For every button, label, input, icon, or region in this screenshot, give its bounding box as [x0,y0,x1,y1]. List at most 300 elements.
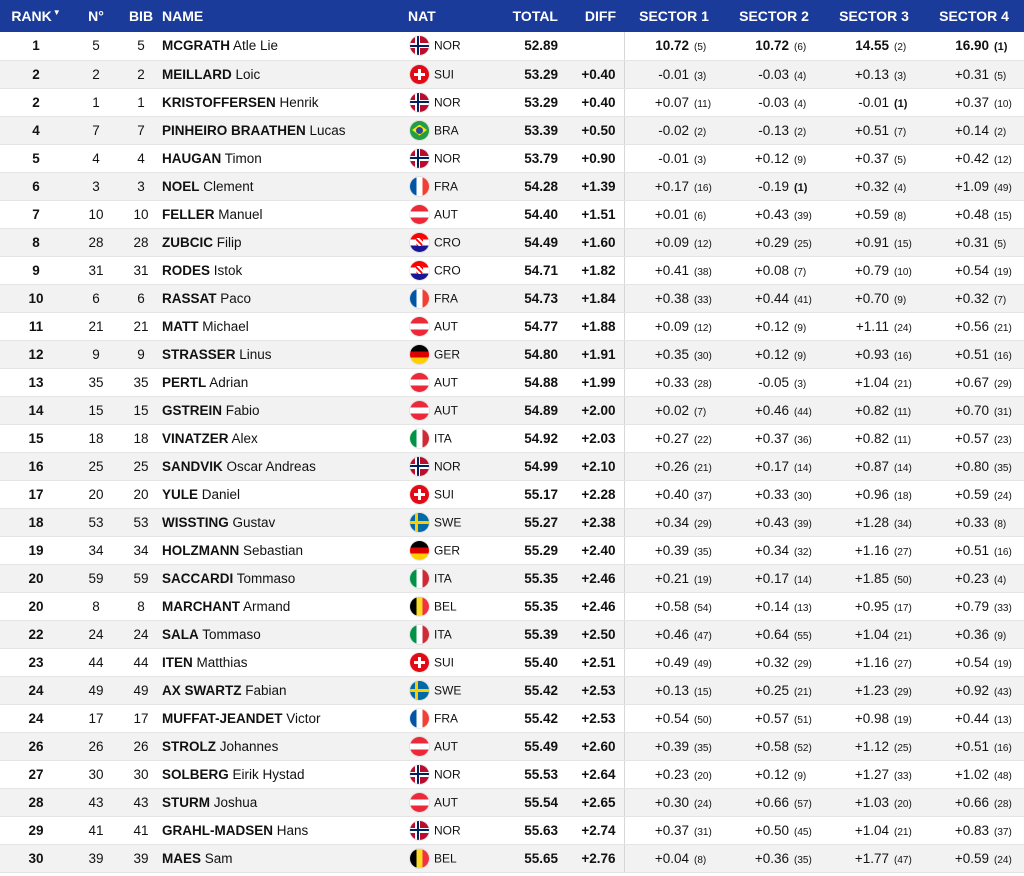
sector4-rank: (7) [994,294,1007,306]
bib-cell: 28 [120,228,162,256]
athlete-name-cell[interactable] [162,480,408,508]
table-row[interactable] [0,312,1024,340]
number-cell: 1 [72,88,120,116]
sector2-cell [724,844,824,872]
number-cell: 39 [72,844,120,872]
sector4-rank: (43) [994,686,1012,698]
table-row[interactable] [0,844,1024,872]
sector2-time: +0.36 [754,850,789,866]
sector1-cell [624,368,724,396]
sector2-rank: (36) [794,434,812,446]
athlete-surname: RODES [162,262,211,278]
table-row[interactable] [0,648,1024,676]
table-row[interactable] [0,788,1024,816]
table-row[interactable] [0,704,1024,732]
diff-cell: +2.28 [558,480,624,508]
sector2-time: +0.44 [754,290,789,306]
nation-code: SWE [434,515,462,529]
athlete-given-name: Fabian [245,682,287,698]
sector3-cell [824,228,924,256]
sector2-time: +0.50 [754,822,789,838]
athlete-surname: AX SWARTZ [162,682,242,698]
athlete-name-cell[interactable] [162,648,408,676]
total-time-cell: 54.89 [498,396,558,424]
sector3-rank: (10) [894,266,912,278]
athlete-name-cell[interactable] [162,340,408,368]
total-time-cell: 54.80 [498,340,558,368]
athlete-name-cell[interactable] [162,452,408,480]
diff-cell: +0.90 [558,144,624,172]
athlete-surname: ZUBCIC [162,234,213,250]
sector2-rank: (7) [794,266,807,278]
athlete-given-name: Manuel [218,206,263,222]
sector4-rank: (2) [994,126,1007,138]
sector2-time: -0.05 [758,374,789,390]
athlete-name-cell[interactable] [162,144,408,172]
sector2-cell [724,368,824,396]
sector2-rank: (44) [794,406,812,418]
number-cell: 15 [72,396,120,424]
sector2-rank: (14) [794,574,812,586]
nation-cell [408,396,498,424]
sector2-rank: (51) [794,714,812,726]
rank-cell: 24 [0,704,72,732]
nation-code: NOR [434,767,461,781]
sector3-time: +0.95 [854,598,889,614]
sector3-cell [824,564,924,592]
athlete-name-cell[interactable] [162,592,408,620]
bib-cell: 43 [120,788,162,816]
country-flag-icon [410,849,429,868]
sector3-time: +1.27 [854,766,889,782]
sector3-cell [824,508,924,536]
rank-cell: 13 [0,368,72,396]
athlete-name-cell[interactable] [162,760,408,788]
table-row[interactable] [0,424,1024,452]
athlete-name-cell[interactable] [162,536,408,564]
sector3-rank: (4) [894,182,907,194]
sector2-rank: (9) [794,322,807,334]
sector4-rank: (5) [994,238,1007,250]
sector1-time: +0.33 [654,374,689,390]
table-row[interactable] [0,88,1024,116]
sector2-rank: (25) [794,238,812,250]
table-row[interactable] [0,536,1024,564]
sector1-time: +0.07 [654,94,689,110]
diff-cell: +1.84 [558,284,624,312]
sector1-time: +0.27 [654,430,689,446]
sector4-time: +0.54 [954,654,989,670]
sector4-time: +0.32 [954,290,989,306]
table-row[interactable] [0,508,1024,536]
sector1-time: +0.23 [654,766,689,782]
table-row[interactable] [0,592,1024,620]
athlete-given-name: Paco [220,290,252,306]
sector2-time: +0.17 [754,458,789,474]
sector3-time: +0.82 [854,430,889,446]
sector3-cell [824,172,924,200]
athlete-name-cell[interactable] [162,564,408,592]
sector1-time: -0.02 [658,122,689,138]
bib-cell: 8 [120,592,162,620]
nation-cell [408,256,498,284]
rank-column-header[interactable] [0,0,72,32]
total-time-cell: 55.53 [498,760,558,788]
athlete-given-name: Henrik [279,94,319,110]
diff-cell: +1.82 [558,256,624,284]
rank-cell: 30 [0,844,72,872]
sector2-time: +0.43 [754,206,789,222]
sector4-time: +0.33 [954,514,989,530]
rank-cell: 24 [0,676,72,704]
sector2-time: +0.12 [754,766,789,782]
sector4-rank: (33) [994,602,1012,614]
nation-cell [408,172,498,200]
athlete-given-name: Michael [202,318,249,334]
nation-cell [408,88,498,116]
nation-cell [408,480,498,508]
diff-cell: +0.50 [558,116,624,144]
nation-code: AUT [434,739,458,753]
bib-cell: 34 [120,536,162,564]
athlete-given-name: Hans [276,822,309,838]
athlete-given-name: Istok [213,262,243,278]
diff-cell: +2.40 [558,536,624,564]
bib-cell: 44 [120,648,162,676]
bib-cell: 10 [120,200,162,228]
sector4-rank: (13) [994,714,1012,726]
sector1-time: +0.02 [654,402,689,418]
sector1-cell [624,564,724,592]
sector1-cell [624,256,724,284]
country-flag-icon [410,625,429,644]
table-row[interactable] [0,60,1024,88]
athlete-name-cell[interactable] [162,704,408,732]
athlete-name-cell[interactable] [162,396,408,424]
table-row[interactable] [0,32,1024,60]
rank-cell: 4 [0,116,72,144]
athlete-surname: PERTL [162,374,207,390]
nation-code: GER [434,543,461,557]
sector1-rank: (7) [694,406,707,418]
table-row[interactable] [0,116,1024,144]
sector2-time: +0.64 [754,626,789,642]
athlete-name-cell[interactable] [162,676,408,704]
sector3-rank: (14) [894,462,912,474]
total-time-cell: 55.65 [498,844,558,872]
rank-cell: 9 [0,256,72,284]
number-cell: 35 [72,368,120,396]
sector1-rank: (5) [694,42,707,54]
sector2-time: +0.14 [754,598,789,614]
number-column-header[interactable]: N° [88,8,104,24]
sector3-column-header[interactable]: SECTOR 3 [839,8,909,24]
table-row[interactable] [0,732,1024,760]
number-cell: 17 [72,704,120,732]
athlete-name-cell[interactable] [162,816,408,844]
sector4-cell [924,648,1024,676]
sector2-rank: (35) [794,854,812,866]
sector1-cell [624,648,724,676]
athlete-given-name: Alex [231,430,258,446]
diff-cell: +1.51 [558,200,624,228]
sector2-rank: (4) [794,98,807,110]
number-cell: 6 [72,284,120,312]
sector4-rank: (49) [994,182,1012,194]
bib-cell: 20 [120,480,162,508]
nation-code: CRO [434,263,461,277]
total-time-cell: 53.39 [498,116,558,144]
sector2-rank: (39) [794,210,812,222]
sector1-rank: (2) [694,126,707,138]
sector1-rank: (8) [694,854,707,866]
sector3-rank: (11) [894,434,912,446]
sector2-time: +0.25 [754,682,789,698]
sector3-rank: (7) [894,126,907,138]
sector2-rank: (9) [794,350,807,362]
sector2-time: 10.72 [755,38,789,54]
bib-cell: 15 [120,396,162,424]
country-flag-icon [410,737,429,756]
sector3-cell [824,340,924,368]
total-column-header[interactable]: TOTAL [512,8,558,24]
total-time-cell: 55.29 [498,536,558,564]
sector1-cell [624,732,724,760]
number-cell: 18 [72,424,120,452]
sector2-cell [724,144,824,172]
table-row[interactable] [0,200,1024,228]
sector4-cell [924,200,1024,228]
sector2-time: -0.03 [758,94,789,110]
sector4-cell [924,32,1024,60]
athlete-name-cell[interactable] [162,508,408,536]
total-time-cell: 55.27 [498,508,558,536]
rank-cell: 15 [0,424,72,452]
sector2-cell [724,620,824,648]
sector1-cell [624,536,724,564]
sector1-cell [624,816,724,844]
nation-code: SWE [434,683,462,697]
sector1-cell [624,228,724,256]
athlete-name-cell[interactable] [162,172,408,200]
table-row[interactable] [0,228,1024,256]
sector1-time: +0.40 [654,486,689,502]
bib-cell: 5 [120,32,162,60]
sector1-rank: (11) [694,98,712,110]
table-row[interactable] [0,256,1024,284]
sector1-rank: (6) [694,210,707,222]
bib-cell: 9 [120,340,162,368]
nation-cell [408,340,498,368]
sector3-time: +1.16 [854,542,889,558]
athlete-name-cell[interactable] [162,732,408,760]
diff-cell: +2.10 [558,452,624,480]
athlete-name-cell[interactable] [162,424,408,452]
country-flag-icon [410,597,429,616]
sector1-column-header[interactable]: SECTOR 1 [639,8,709,24]
diff-cell: +2.74 [558,816,624,844]
sector3-cell [824,284,924,312]
sector4-rank: (8) [994,518,1007,530]
nation-cell [408,508,498,536]
sector3-time: +1.77 [854,850,889,866]
athlete-given-name: Eirik Hystad [232,766,305,782]
sector4-rank: (19) [994,658,1012,670]
athlete-name-cell[interactable] [162,284,408,312]
athlete-name-cell[interactable] [162,312,408,340]
bib-cell: 41 [120,816,162,844]
sector1-rank: (29) [694,518,712,530]
number-cell: 44 [72,648,120,676]
sector3-rank: (5) [894,154,907,166]
number-cell: 2 [72,60,120,88]
sector3-cell [824,424,924,452]
sector3-cell [824,256,924,284]
diff-cell: +2.38 [558,508,624,536]
total-time-cell: 53.79 [498,144,558,172]
number-cell: 28 [72,228,120,256]
sector4-rank: (23) [994,434,1012,446]
sector2-cell [724,172,824,200]
athlete-name-cell[interactable] [162,620,408,648]
table-row[interactable] [0,480,1024,508]
athlete-given-name: Matthias [196,654,248,670]
total-time-cell: 55.35 [498,592,558,620]
bib-column-header[interactable]: BIB [128,8,154,24]
table-row[interactable] [0,172,1024,200]
sector2-cell [724,760,824,788]
sector3-rank: (18) [894,490,912,502]
diff-cell: +0.40 [558,60,624,88]
sector2-rank: (32) [794,546,812,558]
sector1-rank: (33) [694,294,712,306]
sector2-rank: (52) [794,742,812,754]
table-row[interactable] [0,760,1024,788]
country-flag-icon [410,485,429,504]
table-row[interactable] [0,284,1024,312]
table-row[interactable] [0,396,1024,424]
nation-cell [408,760,498,788]
nation-code: NOR [434,151,461,165]
nation-cell [408,816,498,844]
sector3-cell [824,704,924,732]
athlete-name-cell[interactable] [162,200,408,228]
athlete-surname: WISSTING [162,514,229,530]
table-row[interactable] [0,676,1024,704]
sector4-rank: (35) [994,462,1012,474]
number-cell: 21 [72,312,120,340]
sector1-cell [624,592,724,620]
sector4-column-header[interactable]: SECTOR 4 [939,8,1009,24]
athlete-name-cell[interactable] [162,88,408,116]
number-cell: 31 [72,256,120,284]
sector3-cell [824,648,924,676]
country-flag-icon [410,317,429,336]
athlete-surname: PINHEIRO BRAATHEN [162,122,306,138]
athlete-surname: SANDVIK [162,458,223,474]
sector4-cell [924,564,1024,592]
athlete-given-name: Johannes [219,738,279,754]
nation-cell [408,228,498,256]
sector4-cell [924,88,1024,116]
country-flag-icon [410,149,429,168]
country-flag-icon [410,65,429,84]
nation-cell [408,60,498,88]
total-time-cell: 54.49 [498,228,558,256]
sector2-column-header[interactable]: SECTOR 2 [739,8,809,24]
sector1-time: +0.54 [654,710,689,726]
athlete-name-cell[interactable] [162,368,408,396]
sector2-rank: (9) [794,770,807,782]
sector2-cell [724,536,824,564]
sector1-rank: (19) [694,574,712,586]
nation-code: SUI [434,67,455,81]
athlete-surname: SACCARDI [162,570,234,586]
sector2-time: +0.12 [754,346,789,362]
sector2-rank: (29) [794,658,812,670]
table-row[interactable] [0,620,1024,648]
sector4-time: +0.80 [954,458,989,474]
sector1-cell [624,116,724,144]
nation-cell [408,676,498,704]
athlete-name-cell[interactable] [162,32,408,60]
athlete-given-name: Tommaso [202,626,261,642]
sector1-time: +0.09 [654,318,689,334]
sector4-time: +0.56 [954,318,989,334]
athlete-name-cell[interactable] [162,788,408,816]
diff-column-header[interactable]: DIFF [584,8,616,24]
table-row[interactable] [0,368,1024,396]
sector4-cell [924,844,1024,872]
bib-cell: 59 [120,564,162,592]
bib-cell: 25 [120,452,162,480]
sector3-rank: (27) [894,546,912,558]
athlete-name-cell[interactable] [162,256,408,284]
athlete-surname: MATT [162,318,199,334]
sector4-cell [924,760,1024,788]
total-time-cell: 54.77 [498,312,558,340]
table-row[interactable] [0,452,1024,480]
athlete-given-name: Linus [239,346,272,362]
sector1-rank: (30) [694,350,712,362]
table-row[interactable] [0,816,1024,844]
table-row[interactable] [0,564,1024,592]
sector1-cell [624,312,724,340]
table-row[interactable] [0,340,1024,368]
sector4-rank: (15) [994,210,1012,222]
bib-cell: 39 [120,844,162,872]
sector1-time: +0.39 [654,738,689,754]
athlete-name-cell[interactable] [162,116,408,144]
athlete-name-cell[interactable] [162,60,408,88]
nat-column-header[interactable]: NAT [408,8,436,24]
name-column-header[interactable]: NAME [162,8,204,24]
diff-cell: +1.99 [558,368,624,396]
sector1-rank: (12) [694,238,712,250]
athlete-surname: MUFFAT-JEANDET [162,710,283,726]
rank-cell: 17 [0,480,72,508]
rank-cell: 27 [0,760,72,788]
athlete-name-cell[interactable] [162,228,408,256]
sector1-rank: (37) [694,490,712,502]
country-flag-icon [410,261,429,280]
sector2-time: +0.32 [754,654,789,670]
table-row[interactable] [0,144,1024,172]
rank-cell: 23 [0,648,72,676]
sector2-cell [724,788,824,816]
sector3-time: +0.87 [854,458,889,474]
athlete-name-cell[interactable] [162,844,408,872]
